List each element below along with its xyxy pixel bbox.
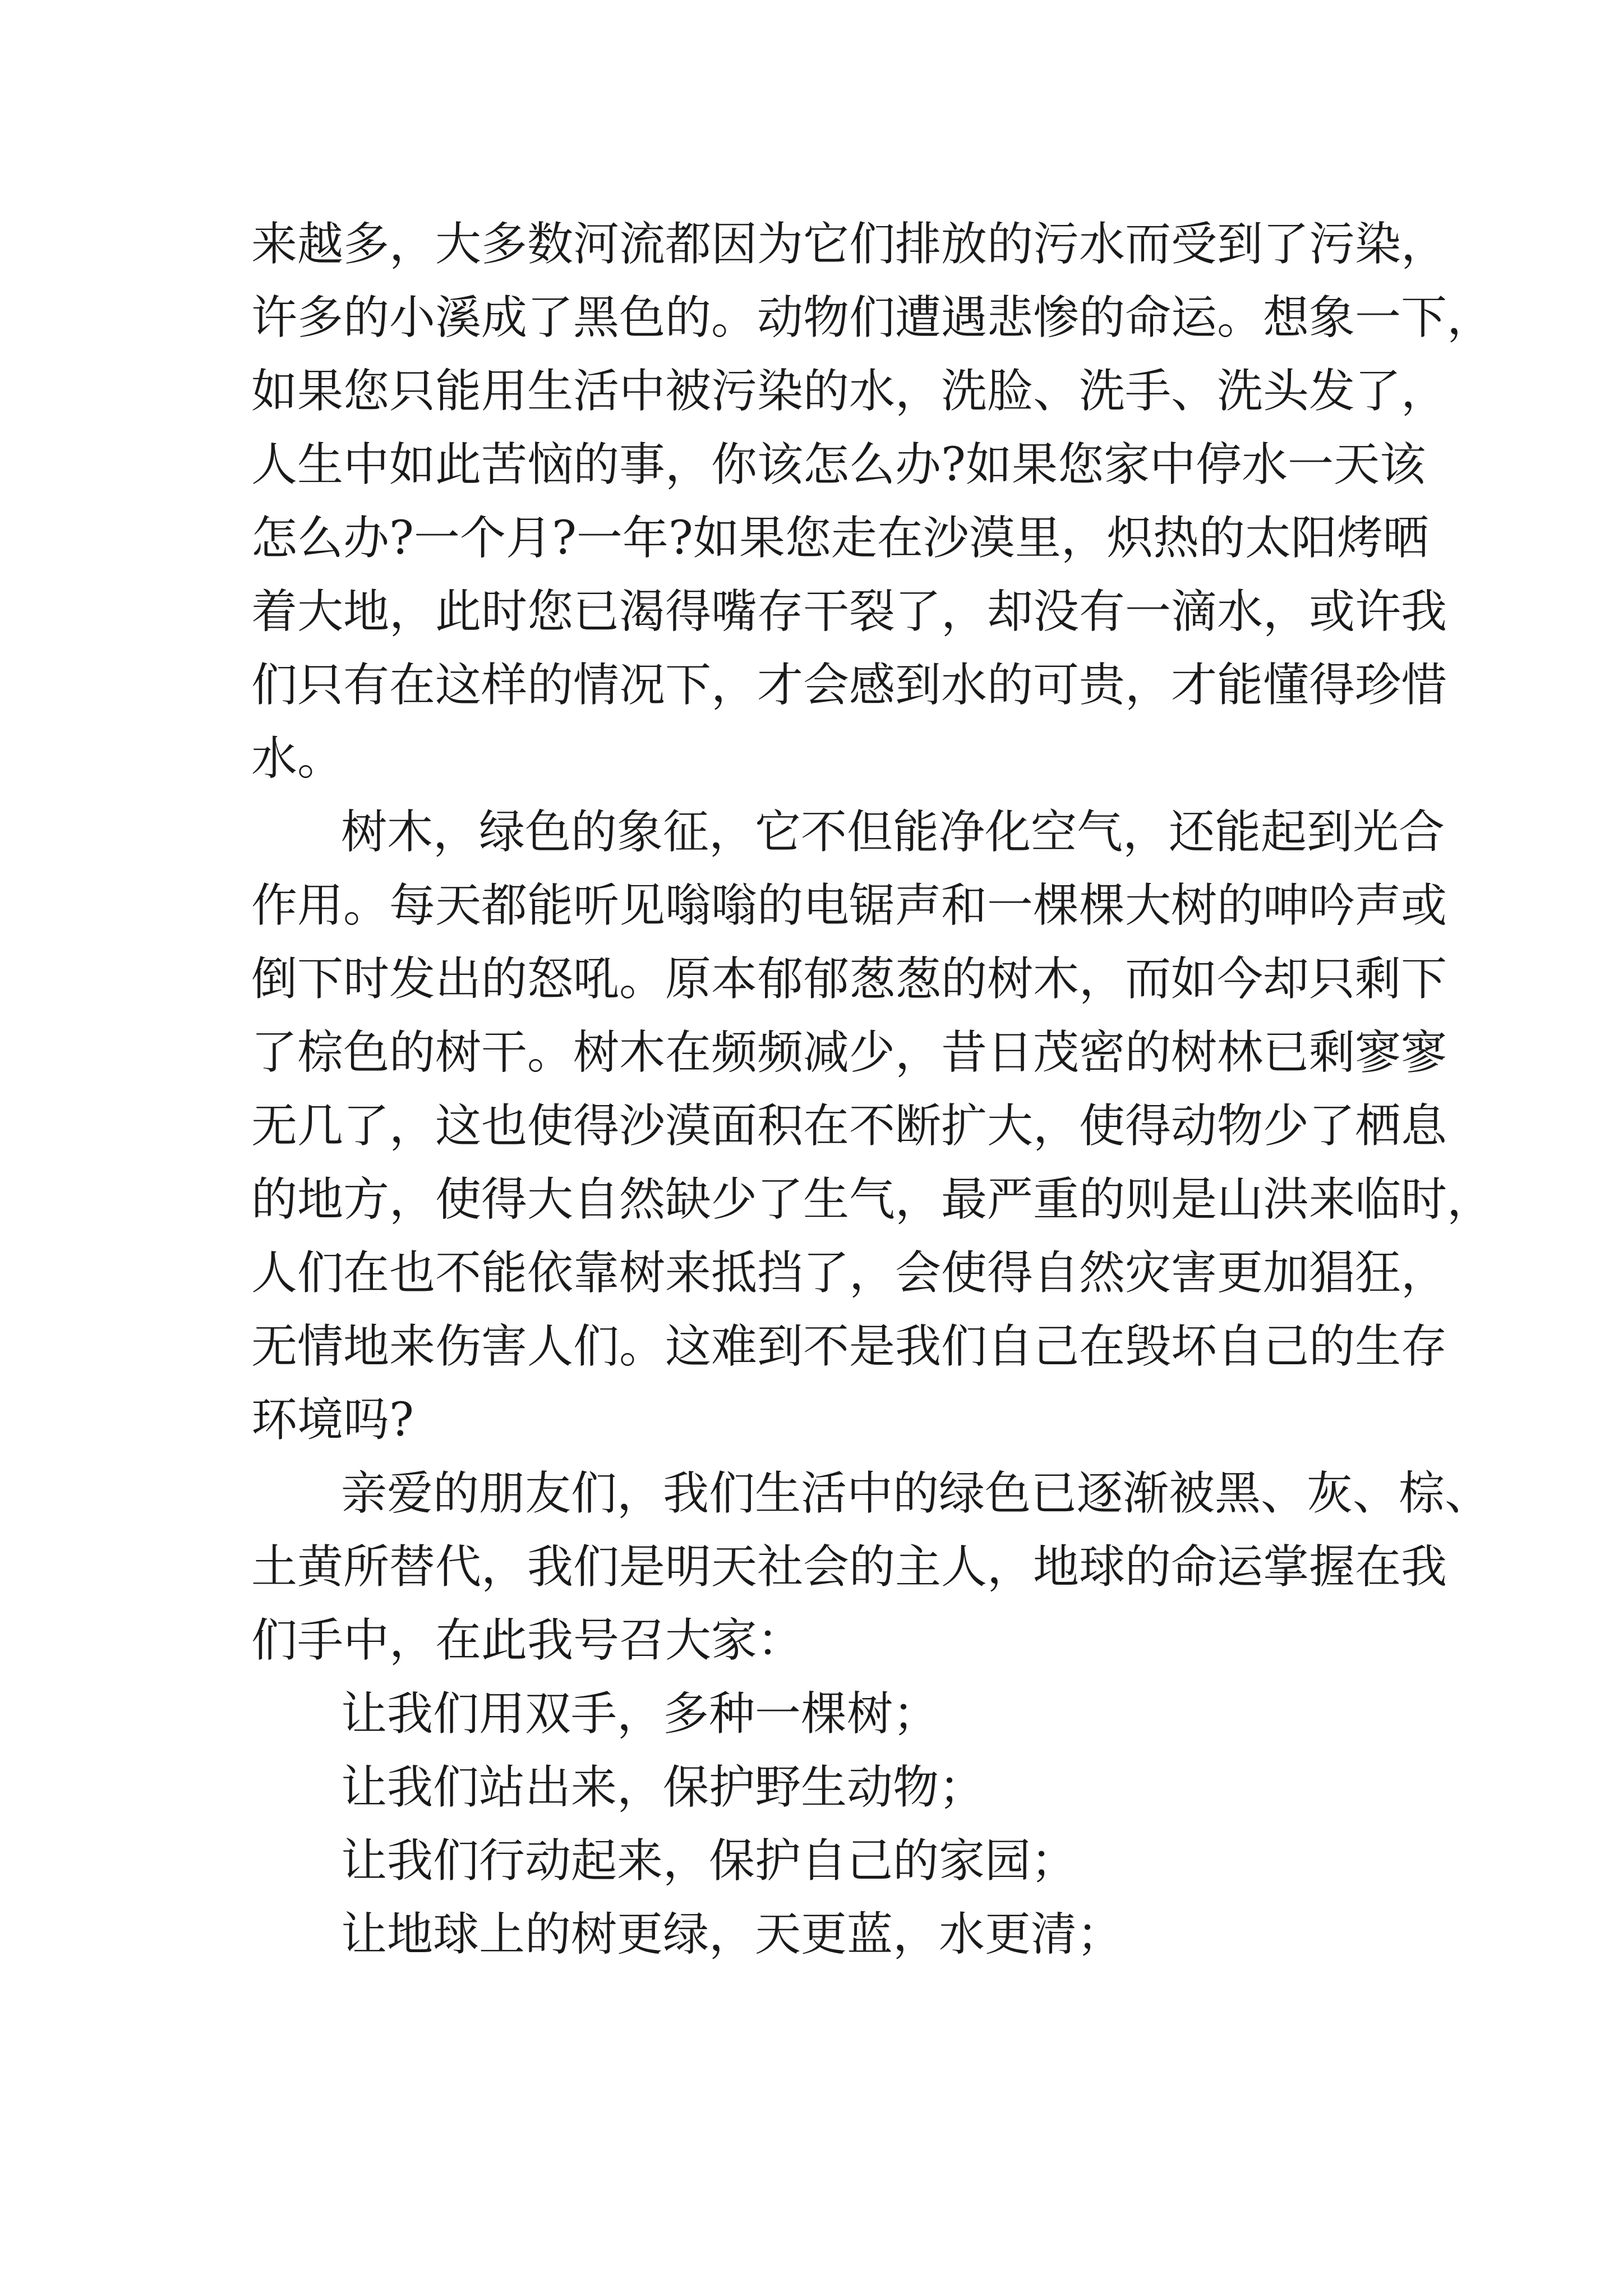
paragraph-call xyxy=(251,1457,1491,1677)
text-line: 作用。每天都能听见嗡嗡的电锯声和一棵棵大树的呻吟声或 xyxy=(251,879,1447,932)
text-line: 了棕色的树干。树木在频频减少，昔日茂密的树林已剩寥寥 xyxy=(251,1026,1447,1079)
slogan-item: 让我们用双手，多种一棵树； xyxy=(341,1687,939,1741)
text-line: 环境吗? xyxy=(251,1393,414,1447)
text-line: 树木，绿色的象征，它不但能净化空气，还能起到光合 xyxy=(341,806,1445,859)
slogan-list xyxy=(251,1677,1401,1971)
text-line: 土黄所替代，我们是明天社会的主人，地球的命运掌握在我 xyxy=(251,1540,1447,1594)
slogan-item: 让我们行动起来，保护自己的家园； xyxy=(341,1834,1077,1888)
text-line: 如果您只能用生活中被污染的水，洗脸、洗手、洗头发了， xyxy=(251,365,1447,418)
text-line: 人生中如此苦恼的事，你该怎么办?如果您家中停水一天该 xyxy=(251,438,1426,491)
text-line: 着大地，此时您已渴得嘴存干裂了，却没有一滴水，或许我 xyxy=(251,585,1447,638)
text-line: 倒下时发出的怒吼。原本郁郁葱葱的树木，而如今却只剩下 xyxy=(251,953,1447,1006)
text-line: 们手中，在此我号召大家： xyxy=(251,1614,804,1667)
text-line: 人们在也不能依靠树来抵挡了，会使得自然灾害更加猖狂， xyxy=(251,1246,1447,1300)
text-line: 水。 xyxy=(251,732,344,785)
text-line: 许多的小溪成了黑色的。动物们遭遇悲惨的命运。想象一下， xyxy=(251,291,1493,344)
text-line: 无情地来伤害人们。这难到不是我们自己在毁坏自己的生存 xyxy=(251,1320,1447,1373)
text-line: 怎么办?一个月?一年?如果您走在沙漠里，炽热的太阳烤晒 xyxy=(251,512,1429,565)
slogan-item: 让地球上的树更绿，天更蓝，水更清； xyxy=(341,1908,1123,1961)
document-body xyxy=(251,208,1493,1971)
text-line: 们只有在这样的情况下，才会感到水的可贵，才能懂得珍惜 xyxy=(251,659,1447,712)
text-line: 来越多，大多数河流都因为它们排放的污水而受到了污染， xyxy=(251,218,1447,271)
paragraph-water xyxy=(251,208,1493,795)
text-line: 亲爱的朋友们，我们生活中的绿色已逐渐被黑、灰、棕、 xyxy=(341,1467,1491,1520)
text-line: 无几了，这也使得沙漠面积在不断扩大，使得动物少了栖息 xyxy=(251,1099,1447,1153)
paragraph-trees xyxy=(251,795,1493,1457)
text-line: 的地方，使得大自然缺少了生气，最严重的则是山洪来临时， xyxy=(251,1173,1493,1226)
slogan-item: 让我们站出来，保护野生动物； xyxy=(341,1761,985,1814)
